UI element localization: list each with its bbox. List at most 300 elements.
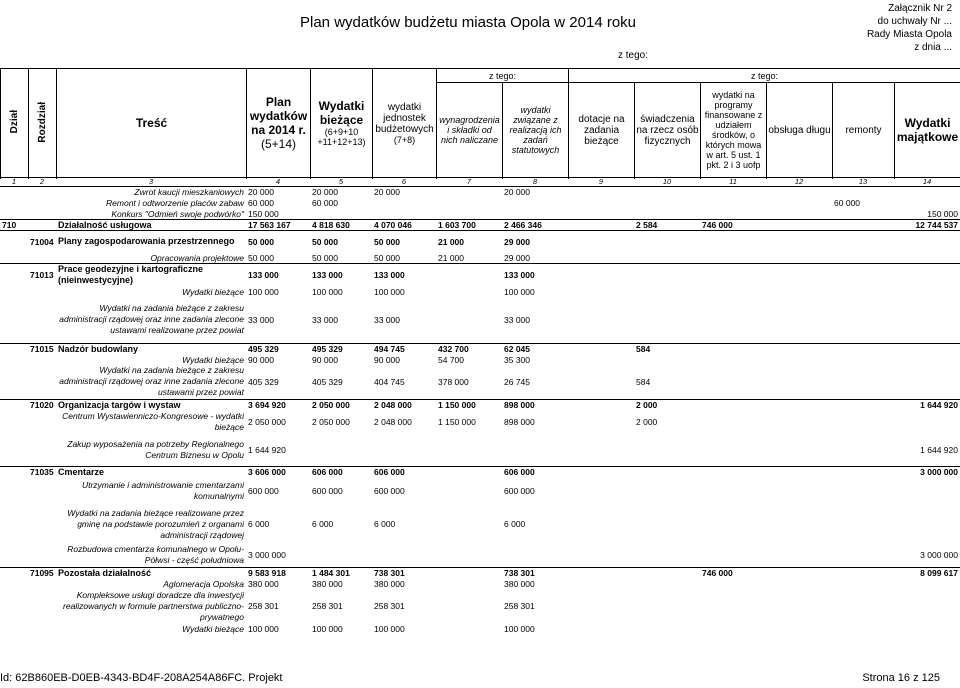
cell-value [634,505,700,543]
cell-value [832,466,894,477]
cell-value: 3 694 920 [246,399,310,410]
cell-value [894,623,960,634]
cell-tresc: Plany zagospodarowania przestrzennego [56,231,246,253]
cell-value [766,220,832,231]
cell-value: 2 048 000 [372,399,436,410]
cell-rozdzial [28,198,56,209]
colnum: 12 [766,177,832,187]
cell-value [436,209,502,220]
cell-rozdzial [28,365,56,399]
colnum: 11 [700,177,766,187]
cell-value [894,286,960,297]
cell-value [766,343,832,354]
cell-dzial [0,253,28,264]
cell-value [568,209,634,220]
cell-value: 50 000 [312,252,338,263]
cell-value: 33 000 [312,314,338,325]
page-number: Strona 16 z 125 [862,672,940,684]
cell-value: 1 644 920 [248,444,286,455]
cell-value: 3 000 000 [920,549,958,560]
colnum: 8 [502,177,568,187]
cell-value [832,253,894,264]
cell-rozdzial [28,589,56,623]
cell-value [634,264,700,287]
cell-value: 494 745 [372,343,436,354]
document-id: Id: 62B860EB-D0EB-4343-BD4F-208A254A86FC. Projekt [0,672,283,684]
cell-tresc: Pozostała działalność [56,567,246,578]
cell-rozdzial [28,209,56,220]
cell-value: 12 744 537 [894,220,960,231]
cell-value [568,543,634,567]
cell-value: 380 000 [248,578,279,589]
cell-value [832,209,894,220]
cell-rozdzial: 71035 [28,466,56,477]
cell-dzial [0,209,28,220]
cell-value [372,198,436,209]
cell-value [700,505,766,543]
cell-value: 1 484 301 [310,567,372,578]
cell-dzial [0,434,28,466]
cell-tresc: Konkurs "Odmień swoje podwórko" [111,208,244,219]
cell-value: 150 000 [927,208,958,219]
cell-value [832,264,894,287]
cell-value: 746 000 [700,567,766,578]
hdr-dotacje: dotacje na zadania bieżące [569,83,635,178]
colnum: 7 [436,177,502,187]
cell-value [634,286,700,297]
cell-value [568,623,634,634]
hdr-remonty: remonty [833,83,895,178]
cell-value: 1 603 700 [436,220,502,231]
table-row [0,264,960,287]
cell-value [568,434,634,466]
cell-value [766,410,832,434]
cell-dzial [0,505,28,543]
cell-value [832,543,894,567]
cell-value: 4 070 046 [372,220,436,231]
cell-value [700,477,766,505]
cell-value [894,343,960,354]
cell-value [832,434,894,466]
cell-rozdzial [28,187,56,198]
cell-tresc: Nadzór budowlany [56,343,246,354]
header-table [0,68,960,178]
cell-value: 54 700 [438,354,464,365]
cell-dzial [0,286,28,297]
cell-value [832,297,894,343]
hdr-programy: wydatki na programy finansowane z udziałem środków, o których mowa w art. 5 ust. 1 pkt. 2 i 3 uofp [701,83,767,178]
colnum: 6 [372,177,436,187]
cell-rozdzial [28,505,56,543]
cell-rozdzial: 71013 [28,264,56,287]
table-row [0,505,960,543]
cell-value [832,220,894,231]
cell-value: 2 050 000 [248,417,286,427]
cell-value [568,399,634,410]
table-row [0,253,960,264]
cell-value [436,297,502,343]
cell-tresc: Zwrot kaucji mieszkaniowych [134,187,244,198]
cell-value [436,434,502,466]
cell-rozdzial [28,220,56,231]
cell-value: 20 000 [312,187,338,198]
cell-value [832,365,894,399]
cell-rozdzial [28,623,56,634]
cell-value [766,231,832,253]
hdr-rozdzial: Rozdział [29,69,57,178]
cell-value [894,578,960,589]
cell-dzial [0,466,28,477]
cell-value [502,434,568,466]
cell-value [832,286,894,297]
cell-value [568,198,634,209]
cell-value: 1 150 000 [438,417,476,427]
cell-value [700,623,766,634]
cell-value: 380 000 [312,578,343,589]
cell-value: 6 000 [248,519,270,529]
cell-rozdzial [28,354,56,365]
cell-value: 21 000 [438,252,464,263]
cell-value: 60 000 [312,198,338,208]
table-row [0,231,960,253]
cell-value [634,623,700,634]
cell-tresc: Wydatki bieżące [182,354,244,365]
cell-tresc: Organizacja targów i wystaw [56,399,246,410]
cell-dzial [0,410,28,434]
cell-value [700,399,766,410]
cell-value [372,434,436,466]
cell-value [832,578,894,589]
cell-value [634,543,700,567]
cell-value: 2 050 000 [310,399,372,410]
cell-value [700,343,766,354]
cell-value [894,589,960,623]
cell-value [766,477,832,505]
cell-value: 3 000 000 [248,549,286,560]
cell-value [568,220,634,231]
cell-value [766,198,832,209]
cell-value [766,253,832,264]
cell-rozdzial [28,578,56,589]
cell-value: 2 050 000 [312,417,350,427]
table-row [0,410,960,434]
cell-value: 100 000 [312,623,343,634]
cell-tresc: Cmentarze [56,466,246,477]
cell-value [436,264,502,287]
cell-value [832,187,894,198]
cell-value [436,286,502,297]
colnum: 14 [894,177,960,187]
cell-value [700,365,766,399]
cell-rozdzial [28,286,56,297]
cell-dzial [0,297,28,343]
cell-value: 6 000 [312,519,334,529]
table-row [0,220,960,231]
cell-value [766,354,832,365]
cell-value [894,297,960,343]
cell-value [568,187,634,198]
cell-value: 133 000 [310,264,372,287]
cell-value [568,286,634,297]
cell-value: 17 563 167 [246,220,310,231]
cell-tresc: Wydatki na zadania bieżące z zakresu administracji rządowej oraz inne zadania zlecone ustawami realizowane przez powiat [59,303,244,336]
cell-value [766,567,832,578]
hdr-jednostek: wydatki jednostek budżetowych (7+8) [373,69,437,178]
cell-dzial [0,477,28,505]
cell-rozdzial [28,253,56,264]
cell-value [700,410,766,434]
cell-value: 50 000 [246,231,310,253]
cell-value: 33 000 [248,314,274,325]
cell-value: 898 000 [502,399,568,410]
cell-value [568,477,634,505]
colnum: 4 [246,177,310,187]
cell-value [568,253,634,264]
cell-value [700,286,766,297]
cell-value: 258 301 [248,601,279,611]
cell-value: 60 000 [834,198,860,208]
hdr-wynagrodzenia: wynagrodzenia i składki od nich naliczane [437,83,503,178]
cell-dzial [0,399,28,410]
cell-value [832,623,894,634]
table-row [0,297,960,343]
cell-value: 1 644 920 [920,444,958,455]
cell-value [766,505,832,543]
cell-value [832,410,894,434]
cell-value [894,410,960,434]
cell-value: 600 000 [312,486,343,496]
cell-value [700,264,766,287]
cell-value: 404 745 [374,376,405,387]
cell-value: 50 000 [310,231,372,253]
cell-dzial [0,567,28,578]
cell-value [568,578,634,589]
cell-value [634,187,700,198]
cell-value [634,434,700,466]
cell-dzial [0,198,28,209]
cell-value: 8 099 617 [894,567,960,578]
cell-value [894,198,960,209]
cell-value [568,297,634,343]
table-row [0,567,960,578]
cell-rozdzial: 71095 [28,567,56,578]
cell-value: 584 [634,343,700,354]
cell-value [894,187,960,198]
table-row [0,543,960,567]
cell-value [436,187,502,198]
cell-dzial [0,187,28,198]
cell-tresc: Centrum Wystawienniczo-Kongresowe - wydatki bieżące [62,411,244,432]
cell-value [436,623,502,634]
table-row [0,399,960,410]
cell-tresc: Wydatki bieżące [182,623,244,634]
table-row [0,623,960,634]
cell-value: 378 000 [438,376,469,387]
cell-value [310,209,372,220]
hdr-statutowe: wydatki związane z realizacją ich zadań statutowych [503,83,569,178]
cell-value [436,505,502,543]
cell-value [832,477,894,505]
cell-value [310,543,372,567]
cell-value: 21 000 [436,231,502,253]
cell-value: 20 000 [374,187,400,198]
table-row [0,466,960,477]
cell-value: 133 000 [246,264,310,287]
cell-value: 3 000 000 [894,466,960,477]
hdr-dlug: obsługa długu [767,83,833,178]
colnum: 10 [634,177,700,187]
cell-dzial [0,264,28,287]
cell-value [568,589,634,623]
cell-value [372,209,436,220]
cell-value [832,589,894,623]
cell-value [634,231,700,253]
cell-value: 100 000 [504,286,535,297]
hdr-biezace: Wydatki bieżące (6+9+10 +11+12+13) [311,69,373,178]
cell-rozdzial [28,543,56,567]
cell-dzial [0,589,28,623]
cell-value: 33 000 [374,314,400,325]
annex-line: z dnia ... [914,42,952,53]
table-row [0,343,960,354]
cell-dzial [0,578,28,589]
cell-value: 2 466 346 [502,220,568,231]
cell-value: 6 000 [504,519,526,529]
cell-value [700,297,766,343]
cell-value [894,477,960,505]
cell-value [634,209,700,220]
cell-value: 746 000 [700,220,766,231]
cell-value: 606 000 [310,466,372,477]
cell-value: 606 000 [372,466,436,477]
cell-value: 2 584 [634,220,700,231]
cell-value: 405 329 [312,376,343,387]
cell-dzial: 710 [0,220,28,231]
annex-note [782,2,952,54]
cell-value [568,343,634,354]
hdr-ztego-inner: z tego: [437,69,569,83]
cell-value: 133 000 [372,264,436,287]
cell-value [766,623,832,634]
cell-value: 258 301 [504,601,535,611]
cell-value [766,466,832,477]
cell-value [436,589,502,623]
cell-value: 62 045 [502,343,568,354]
cell-value [568,231,634,253]
hdr-swiadczenia: świadczenia na rzecz osób fizycznych [635,83,701,178]
hdr-dzial: Dział [1,69,29,178]
cell-tresc: Wydatki na zadania bieżące realizowane przez gminę na podstawie porozumień z organami administracji rządowej [67,507,244,540]
cell-value: 100 000 [374,623,405,634]
cell-value: 100 000 [374,286,405,297]
cell-value: 380 000 [374,578,405,589]
table-row [0,434,960,466]
colnum: 13 [832,177,894,187]
cell-value [766,578,832,589]
table-row [0,578,960,589]
cell-tresc: Remont i odtworzenie placów zabaw [106,198,244,208]
colnum: 9 [568,177,634,187]
cell-value: 20 000 [504,187,530,198]
cell-dzial [0,623,28,634]
cell-tresc: Opracowania projektowe [150,252,244,263]
cell-value [436,578,502,589]
cell-value [894,505,960,543]
cell-value [700,354,766,365]
cell-value: 600 000 [374,486,405,496]
cell-rozdzial [28,434,56,466]
cell-value: 495 329 [310,343,372,354]
cell-rozdzial: 71015 [28,343,56,354]
cell-value: 20 000 [248,187,274,198]
cell-rozdzial [28,410,56,434]
cell-value [766,365,832,399]
cell-value [502,209,568,220]
table-row [0,589,960,623]
cell-value [766,209,832,220]
cell-value [700,466,766,477]
cell-value [634,297,700,343]
cell-value [832,399,894,410]
cell-value [436,543,502,567]
cell-value: 606 000 [502,466,568,477]
cell-value [766,399,832,410]
cell-value: 4 818 630 [310,220,372,231]
cell-value: 600 000 [504,486,535,496]
cell-tresc: Rozbudowa cmentarza komunalnego w Opolu-Półwsi - część południowa [67,543,244,565]
cell-value [634,578,700,589]
cell-value: 100 000 [248,286,279,297]
cell-value: 600 000 [248,486,279,496]
cell-value [634,354,700,365]
cell-value: 100 000 [504,623,535,634]
cell-value: 738 301 [372,567,436,578]
table-row [0,198,960,209]
cell-value: 258 301 [374,601,405,611]
cell-value: 495 329 [246,343,310,354]
cell-value: 90 000 [374,354,400,365]
colnum: 1 [0,177,28,187]
cell-value: 133 000 [502,264,568,287]
cell-value [700,198,766,209]
cell-value: 2 000 [636,417,658,427]
cell-value: 50 000 [248,252,274,263]
cell-dzial [0,231,28,253]
cell-value [832,231,894,253]
cell-value: 29 000 [502,231,568,253]
annex-line: Rady Miasta Opola [866,29,952,40]
cell-value: 90 000 [248,354,274,365]
hdr-ztego-2: z tego: [569,69,960,83]
cell-tresc: Aglomeracja Opolska [163,578,244,589]
cell-value: 90 000 [312,354,338,365]
cell-value [568,410,634,434]
colnum: 2 [28,177,56,187]
header-ztego: z tego: [617,50,649,61]
cell-value: 258 301 [312,601,343,611]
cell-tresc: Wydatki na zadania bieżące z zakresu administracji rządowej oraz inne zadania zlecone ustawami przez powiat [59,365,244,398]
cell-value: 9 583 918 [246,567,310,578]
cell-dzial [0,543,28,567]
cell-value [372,543,436,567]
cell-value [634,567,700,578]
cell-value: 100 000 [248,623,279,634]
table-row [0,187,960,198]
cell-dzial [0,354,28,365]
cell-tresc: Utrzymanie i administrowanie cmentarzami komunalnymi [81,480,244,501]
cell-value [568,264,634,287]
cell-tresc: Kompleksowe usługi doradcze dla inwestycji realizowanych w formule partnerstwa publiczno-prywatnego [63,589,244,622]
